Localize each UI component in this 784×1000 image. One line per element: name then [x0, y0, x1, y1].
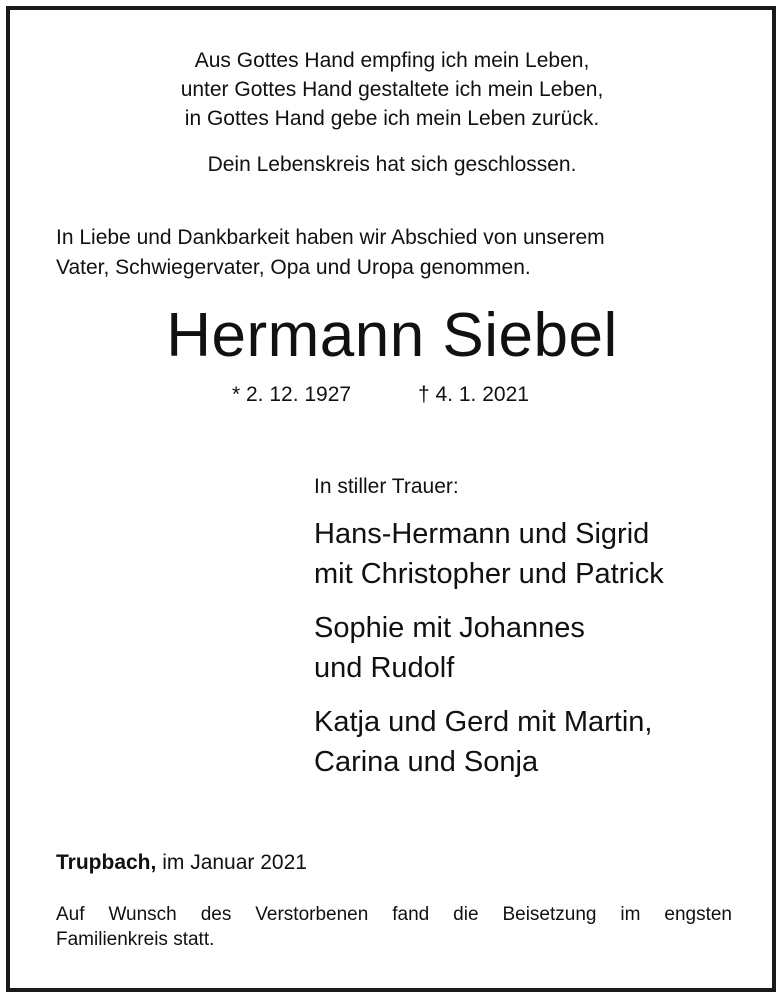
family-line: mit Christopher und Patrick: [314, 558, 664, 590]
place-date-line: [56, 848, 307, 878]
family-line: Carina und Sonja: [314, 746, 539, 778]
death-date: † 4. 1. 2021: [418, 383, 529, 406]
place-name: Trupbach,: [56, 851, 157, 874]
intro-line: Vater, Schwiegervater, Opa und Uropa genommen.: [56, 256, 531, 279]
notice-line: Auf Wunsch des Verstorbenen fand die Beisetzung im engsten: [56, 904, 732, 925]
intro-line: In Liebe und Dankbarkeit haben wir Abschied von unserem: [56, 226, 605, 249]
verse-line: Aus Gottes Hand empfing ich mein Leben,: [194, 49, 590, 72]
family-line: Sophie mit Johannes: [314, 612, 585, 644]
intro-text: [56, 223, 746, 283]
family-group: [314, 702, 652, 782]
date-text: im Januar 2021: [162, 851, 307, 874]
birth-date: * 2. 12. 1927: [232, 383, 352, 406]
mourners-label: In stiller Trauer:: [314, 475, 459, 498]
family-line: und Rudolf: [314, 652, 455, 684]
family-group: [314, 514, 664, 594]
closing-line: Dein Lebenskreis hat sich geschlossen.: [207, 153, 577, 176]
burial-notice: [56, 902, 732, 952]
family-group: [314, 608, 585, 688]
verse-line: unter Gottes Hand gestaltete ich mein Leben,: [180, 78, 604, 101]
bible-verse: [0, 46, 784, 133]
family-line: Katja und Gerd mit Martin,: [314, 706, 653, 738]
deceased-name: Hermann Siebel: [166, 301, 618, 370]
notice-line: Familienkreis statt.: [56, 929, 215, 950]
family-line: Hans-Hermann und Sigrid: [314, 518, 650, 550]
verse-line: in Gottes Hand gebe ich mein Leben zurück.: [184, 107, 600, 130]
